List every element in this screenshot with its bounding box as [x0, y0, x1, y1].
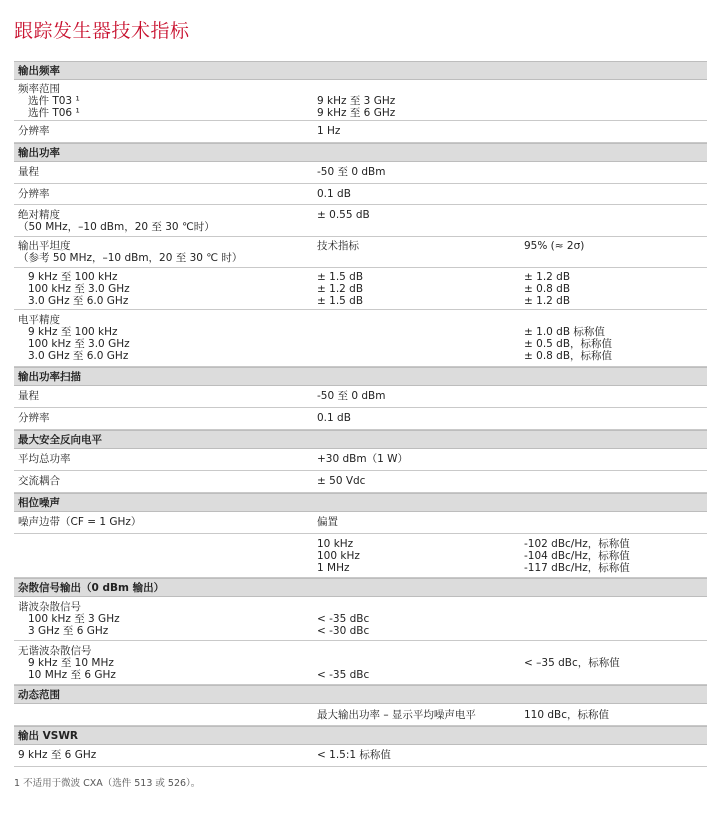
- row-value: < -30 dBc: [317, 625, 370, 637]
- section-dynamic-range: [14, 685, 707, 704]
- row-value: < 1.5:1 标称值: [317, 749, 391, 761]
- row-value: 0.1 dB: [317, 412, 351, 424]
- spec-row-resolution: [14, 408, 707, 430]
- row-label: 无谐波杂散信号: [18, 645, 92, 657]
- column-header: 技术指标: [317, 240, 359, 252]
- section-title: 输出功率扫描: [18, 371, 81, 383]
- spec-row-frequency-range: [14, 80, 707, 121]
- row-label: 交流耦合: [18, 475, 60, 487]
- section-output-vswr: [14, 726, 707, 745]
- row-sublabel: 选件 T03 ¹: [28, 95, 80, 107]
- section-title: 输出 VSWR: [18, 730, 79, 742]
- row-value: ± 1.0 dB 标称值: [524, 326, 605, 338]
- row-label: 电平精度: [18, 314, 60, 326]
- row-value: 1 Hz: [317, 125, 341, 137]
- section-phase-noise: [14, 493, 707, 512]
- section-output-power-sweep: [14, 367, 707, 386]
- spec-row-ac-coupling: [14, 471, 707, 493]
- row-label: 分辨率: [18, 412, 50, 424]
- section-max-safe-reverse-level: [14, 430, 707, 449]
- spec-row-phase-noise-values: [14, 534, 707, 578]
- spec-row-flatness-values: [14, 268, 707, 310]
- row-value: 110 dBc，标称值: [524, 709, 610, 721]
- row-value: 10 kHz: [317, 538, 354, 550]
- row-sublabel: 3.0 GHz 至 6.0 GHz: [28, 350, 129, 362]
- row-label: 输出平坦度: [18, 240, 71, 252]
- footnote: 1 不适用于微波 CXA（选件 513 或 526）。: [14, 778, 201, 789]
- spec-row-resolution: [14, 121, 707, 143]
- row-value: 9 kHz 至 6 GHz: [317, 107, 396, 119]
- section-output-power: [14, 143, 707, 162]
- row-value: -50 至 0 dBm: [317, 166, 386, 178]
- row-sublabel: 100 kHz 至 3.0 GHz: [28, 283, 130, 295]
- row-value: ± 50 Vdc: [317, 475, 366, 487]
- spec-row-output-flatness: [14, 237, 707, 268]
- spec-row-nonharmonic-spurs: [14, 641, 707, 685]
- spec-row-resolution: [14, 184, 707, 205]
- section-title: 输出频率: [18, 65, 60, 77]
- row-value: 0.1 dB: [317, 188, 351, 200]
- section-title: 杂散信号输出（0 dBm 输出）: [18, 582, 165, 594]
- section-spurious-output: [14, 578, 707, 597]
- row-value: 最大输出功率 – 显示平均噪声电平: [317, 709, 476, 721]
- row-label: 噪声边带（CF = 1 GHz）: [18, 516, 142, 528]
- row-label: 频率范围: [18, 83, 60, 95]
- row-label: 分辨率: [18, 125, 50, 137]
- spec-row-level-accuracy: [14, 310, 707, 367]
- section-title: 动态范围: [18, 689, 60, 701]
- spec-table: [14, 61, 707, 767]
- row-value: -102 dBc/Hz，标称值: [524, 538, 630, 550]
- row-sublabel: 100 kHz 至 3 GHz: [28, 613, 120, 625]
- section-title: 相位噪声: [18, 497, 60, 509]
- row-sublabel: 选件 T06 ¹: [28, 107, 80, 119]
- section-output-frequency: [14, 61, 707, 80]
- column-header: 偏置: [317, 516, 338, 528]
- row-label: 量程: [18, 390, 39, 402]
- row-value: ± 0.5 dB，标称值: [524, 338, 613, 350]
- row-sublabel: 3 GHz 至 6 GHz: [28, 625, 109, 637]
- spec-row-dynamic-range-value: [14, 704, 707, 726]
- row-label: 量程: [18, 166, 39, 178]
- section-title: 最大安全反向电平: [18, 434, 102, 446]
- row-sublabel: 9 kHz 至 100 kHz: [28, 271, 118, 283]
- row-sublabel: 3.0 GHz 至 6.0 GHz: [28, 295, 129, 307]
- row-value: ± 0.8 dB，标称值: [524, 350, 613, 362]
- row-sublabel: 100 kHz 至 3.0 GHz: [28, 338, 130, 350]
- row-label: 9 kHz 至 6 GHz: [18, 749, 97, 761]
- row-value: 100 kHz: [317, 550, 360, 562]
- row-value: < -35 dBc: [317, 613, 370, 625]
- spec-row-range: [14, 386, 707, 408]
- row-value: 9 kHz 至 3 GHz: [317, 95, 396, 107]
- spec-row-vswr: [14, 745, 707, 767]
- section-title: 输出功率: [18, 147, 60, 159]
- row-sublabel: 9 kHz 至 10 MHz: [28, 657, 114, 669]
- row-value: -104 dBc/Hz，标称值: [524, 550, 630, 562]
- row-label: 分辨率: [18, 188, 50, 200]
- row-sublabel: 9 kHz 至 100 kHz: [28, 326, 118, 338]
- row-label: 绝对精度: [18, 209, 60, 221]
- row-label: 平均总功率: [18, 453, 71, 465]
- row-value: 1 MHz: [317, 562, 350, 574]
- row-value: ± 0.8 dB: [524, 283, 571, 295]
- spec-row-harmonic-spurs: [14, 597, 707, 641]
- row-value: ± 1.5 dB: [317, 295, 364, 307]
- row-value: ± 0.55 dB: [317, 209, 370, 221]
- spec-row-noise-sidebands: [14, 512, 707, 534]
- row-label-condition: （50 MHz，–10 dBm，20 至 30 ℃时）: [18, 221, 215, 233]
- row-value: +30 dBm（1 W）: [317, 453, 408, 465]
- row-value: ± 1.2 dB: [524, 271, 571, 283]
- row-label: 谐波杂散信号: [18, 601, 81, 613]
- spec-row-average-total-power: [14, 449, 707, 471]
- row-sublabel: 10 MHz 至 6 GHz: [28, 669, 116, 681]
- row-value: < –35 dBc，标称值: [524, 657, 620, 669]
- row-value: < -35 dBc: [317, 669, 370, 681]
- spec-row-absolute-accuracy: [14, 205, 707, 237]
- row-label-condition: （参考 50 MHz，–10 dBm，20 至 30 ℃ 时）: [18, 252, 243, 264]
- row-value: -117 dBc/Hz，标称值: [524, 562, 630, 574]
- row-value: ± 1.2 dB: [317, 283, 364, 295]
- row-value: ± 1.5 dB: [317, 271, 364, 283]
- row-value: -50 至 0 dBm: [317, 390, 386, 402]
- column-header: 95% (≈ 2σ): [524, 240, 585, 252]
- page-title: 跟踪发生器技术指标: [14, 20, 190, 42]
- row-value: ± 1.2 dB: [524, 295, 571, 307]
- spec-row-range: [14, 162, 707, 184]
